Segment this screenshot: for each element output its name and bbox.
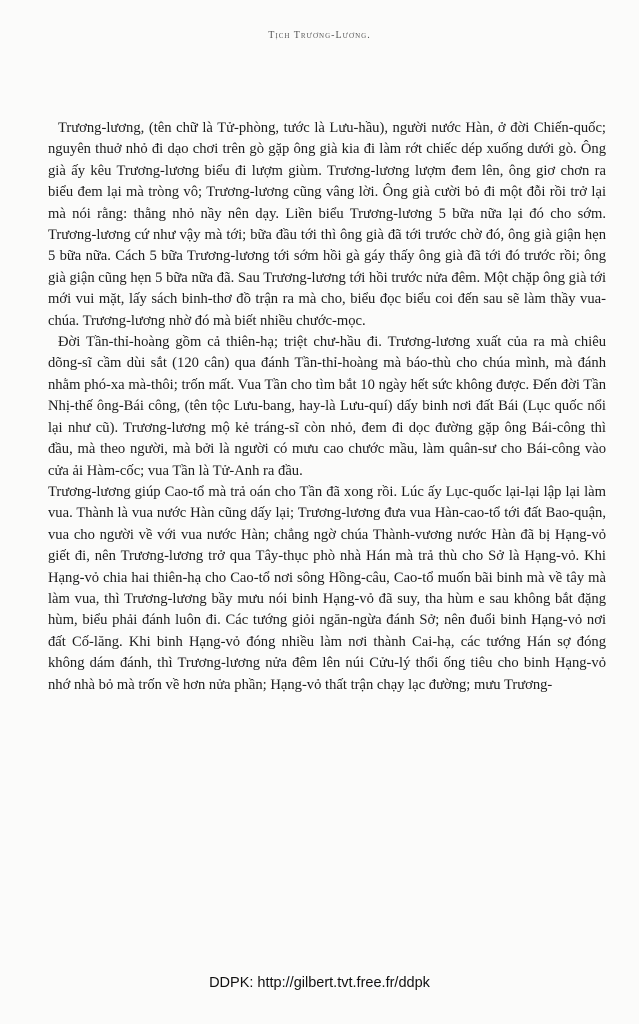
paragraph-1: Trương-lương, (tên chữ là Tử-phòng, tước là Lưu-hầu), người nước Hàn, ở đời Chiến-quốc; nguyên thuở nhỏ đi dạo chơi trên gò gặp ông già kia đi làm rớt chiếc dép xuống dưới gò. Ông già ấy kêu Trương-lương biểu đi lượm giùm. Trương-lương lượm đem lên, ông giơ chơn ra biểu đem lại mà tròng vô; Trương-lương cũng vâng lời. Ông già cười bỏ đi một đỗi rồi trở lại mà nói rằng: thằng nhỏ nầy nên dạy. Liền biểu Trương-lương 5 bữa nữa lại đó cho sớm. Trương-lương cứ như vậy mà tới; bữa đầu tới thì ông già đã tới trước chờ đó, ông già giận hẹn 5 bữa nữa. Cách 5 bữa Trương-lương tới sớm hồi gà gáy thấy ông già đã tới đó trước rồi; ông già giận cũng hẹn 5 bữa nữa đã. Sau Trương-lương tới hồi trước nửa đêm. Một chặp ông già tới mới vui mặt, lấy sách binh-thơ đồ trận ra mà cho, biểu đọc biểu coi đến sau sẽ làm thầy vua-chúa. Trương-lương nhờ đó mà biết nhiều chước-mọc. bbox=[48, 120, 606, 329]
body-text bbox=[48, 118, 606, 696]
paragraph-2: Đời Tần-thỉ-hoàng gồm cả thiên-hạ; triệt chư-hầu đi. Trương-lương xuất của ra mà chiêu dõng-sĩ cầm dùi sắt (120 cân) qua đánh Tần-thỉ-hoàng mà báo-thù cho chúa mình, mà đánh nhằm phó-xa mà-thôi; trốn mất. Vua Tần cho tìm bắt 10 ngày hết sức không được. Đến đời Tần Nhị-thế ông-Bái công, (tên tộc Lưu-bang, hay-là Lưu-quí) dấy binh nơi đất Bái (Lục quốc nổi lại như cũ). Trương-lương mộ kẻ tráng-sĩ còn nhỏ, đem đi dọc đường gặp ông Bái-công thì đầu, mà theo người, mà bởi là người có mưu cao chước mầu, làm quân-sư cho Bái-công vào cửa ải Hàm-cốc; vua Tần là Tử-Anh ra đầu. bbox=[48, 334, 606, 479]
paragraph-3: Trương-lương giúp Cao-tổ mà trả oán cho Tần đã xong rồi. Lúc ấy Lục-quốc lại-lại lập lại làm vua. Thành là vua nước Hàn cũng dấy lại; Trương-lương đưa vua Hàn-cao-tổ tới đất Bao-quận, vua cho người về với vua nước Hàn; chẳng ngờ chúa Thành-vương nước Hàn đã bị Hạng-vỏ giết đi, nên Trương-lương trở qua Tây-thục phò nhà Hán mà trả thù cho Sở là Hạng-vỏ. Khi Hạng-vỏ chia hai thiên-hạ cho Cao-tổ nơi sông Hồng-câu, Cao-tổ muốn bãi binh mà về tây mà làm vua, thì Trương-lương bầy mưu nói binh Hạng-vỏ đã suy, tha hùm e sau không bắt đặng hùm, biểu phải đánh luôn đi. Các tướng giỏi ngăn-ngừa đánh Sở; nên đuổi binh Hạng-vỏ nơi đất Cố-lăng. Khi binh Hạng-vỏ đóng nhiều làm nơi thành Cai-hạ, các tướng Hán sợ đóng không dám đánh, thì Trương-lương nửa đêm lên núi Cửu-lý thổi ống tiêu cho binh Hạng-vỏ nhớ nhà bỏ mà trốn về hơn nửa phần; Hạng-vỏ thất trận chạy lạc đường; mưu Trương- bbox=[48, 483, 606, 693]
page-header: Tịch Trương-Lương. bbox=[268, 30, 371, 41]
source-footer: DDPK: http://gilbert.tvt.free.fr/ddpk bbox=[209, 975, 430, 991]
